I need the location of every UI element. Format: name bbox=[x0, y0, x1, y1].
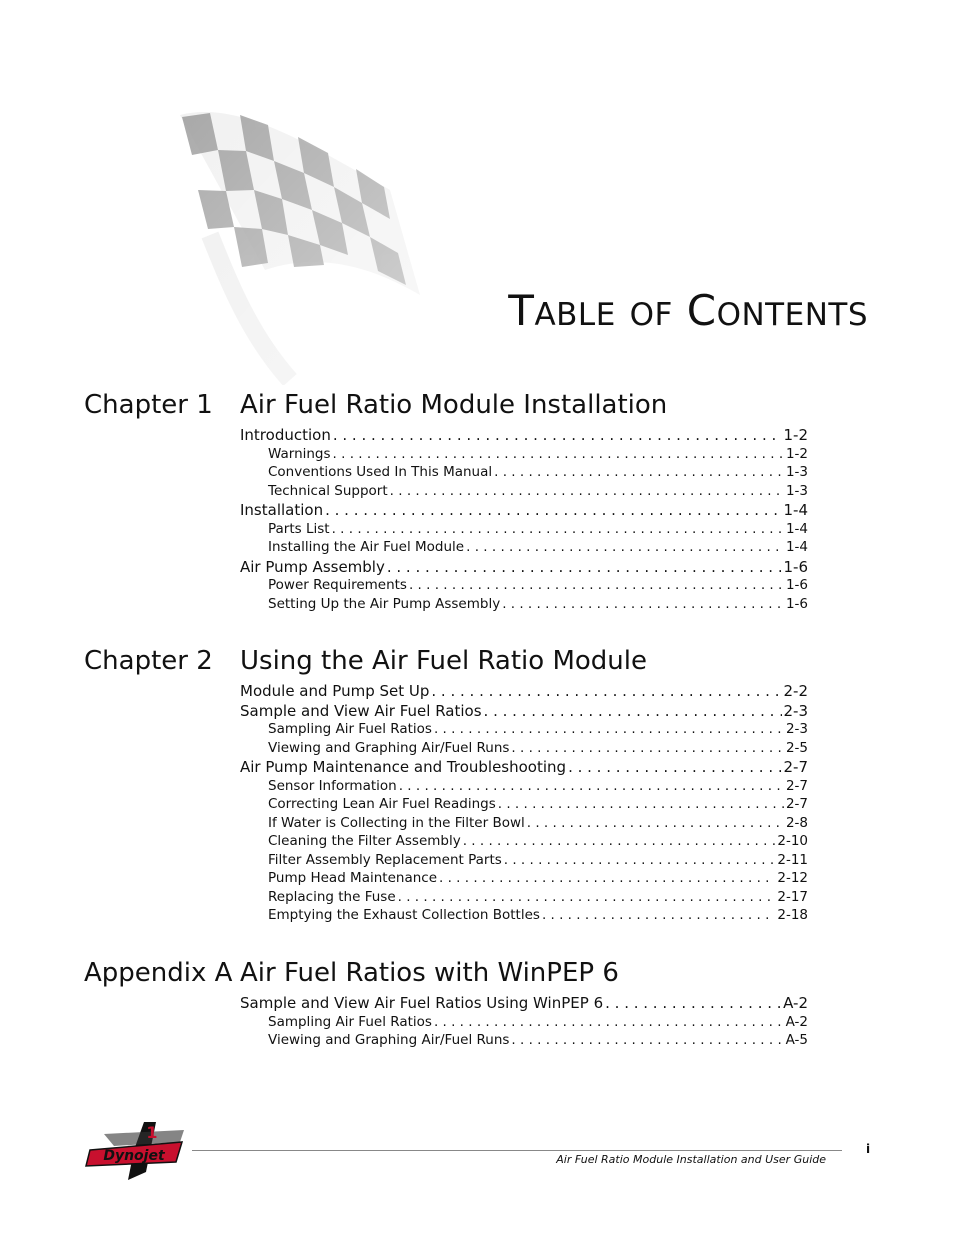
dot-leader bbox=[431, 682, 781, 700]
chapter-1-entries bbox=[240, 426, 808, 614]
entry-page-number: 1-6 bbox=[785, 595, 808, 612]
entry-text: Sampling Air Fuel Ratios bbox=[268, 721, 432, 737]
toc-subsection-entry[interactable] bbox=[240, 577, 808, 596]
entry-text: Technical Support bbox=[268, 482, 388, 499]
footer-page-number: i bbox=[866, 1142, 871, 1156]
entry-text: Installing the Air Fuel Module bbox=[268, 539, 465, 555]
entry-page-number: 2-3 bbox=[785, 721, 808, 737]
chapter-2-entries bbox=[240, 682, 808, 926]
entry-text: Introduction bbox=[240, 426, 331, 444]
entry-text: Sample and View Air Fuel Ratios Using WinPEP 6 bbox=[240, 994, 604, 1012]
toc-section-entry[interactable] bbox=[240, 702, 808, 722]
entry-page-number: 1-2 bbox=[785, 445, 808, 462]
toc-subsection-entry[interactable] bbox=[240, 852, 808, 871]
toc-section-entry[interactable] bbox=[240, 501, 808, 521]
dot-leader bbox=[439, 870, 775, 886]
dot-leader bbox=[494, 464, 784, 480]
entry-text: Emptying the Exhaust Collection Bottles bbox=[268, 907, 540, 923]
title-initial-c: C bbox=[686, 286, 717, 336]
toc-subsection-entry[interactable] bbox=[240, 907, 808, 926]
toc-subsection-entry[interactable] bbox=[240, 483, 808, 502]
chapter-title[interactable]: Air Fuel Ratios with WinPEP 6 bbox=[240, 958, 619, 988]
dot-leader bbox=[399, 778, 784, 794]
dot-leader bbox=[484, 702, 782, 720]
entry-page-number: 1-6 bbox=[785, 577, 808, 593]
toc-subsection-entry[interactable] bbox=[240, 796, 808, 815]
toc-section-entry[interactable] bbox=[240, 682, 808, 702]
entry-text: Pump Head Maintenance bbox=[268, 870, 438, 886]
dot-leader bbox=[463, 833, 776, 849]
title-initial-t: T bbox=[508, 286, 535, 336]
dot-leader bbox=[325, 501, 781, 519]
toc-subsection-entry[interactable] bbox=[240, 889, 808, 908]
logo-numeral: 1 bbox=[146, 1123, 158, 1142]
title-word-of: OF bbox=[629, 297, 673, 334]
toc-subsection-entry[interactable] bbox=[240, 833, 808, 852]
entry-text: Conventions Used In This Manual bbox=[268, 464, 493, 480]
entry-text: Viewing and Graphing Air/Fuel Runs bbox=[268, 1032, 510, 1048]
entry-text: Filter Assembly Replacement Parts bbox=[268, 851, 502, 868]
chapter-number: Chapter 2 bbox=[84, 646, 213, 676]
dot-leader bbox=[409, 577, 784, 593]
dot-leader bbox=[511, 1032, 783, 1048]
toc-section-entry[interactable] bbox=[240, 426, 808, 446]
dynojet-logo-icon bbox=[84, 1120, 188, 1182]
dot-leader bbox=[434, 721, 784, 737]
chapter-1-section bbox=[84, 390, 844, 614]
entry-text: Sample and View Air Fuel Ratios bbox=[240, 701, 482, 720]
page-title bbox=[508, 286, 868, 335]
dot-leader bbox=[333, 426, 782, 444]
entry-page-number: 2-7 bbox=[785, 796, 808, 812]
entry-text: Air Pump Assembly bbox=[240, 557, 385, 576]
entry-page-number: 1-4 bbox=[783, 501, 808, 519]
entry-page-number: 2-17 bbox=[777, 888, 808, 905]
chapter-number: Chapter 1 bbox=[84, 390, 213, 420]
dot-leader bbox=[504, 852, 776, 868]
chapter-title[interactable]: Using the Air Fuel Ratio Module bbox=[240, 646, 647, 676]
entry-page-number: 2-12 bbox=[777, 870, 808, 886]
entry-page-number: 2-2 bbox=[783, 682, 808, 700]
dot-leader bbox=[434, 1014, 784, 1030]
entry-text: Cleaning the Filter Assembly bbox=[268, 833, 461, 849]
dot-leader bbox=[332, 521, 784, 537]
entry-page-number: A-2 bbox=[785, 1013, 808, 1030]
appendix-a-entries bbox=[240, 994, 808, 1051]
toc-section-entry[interactable] bbox=[240, 758, 808, 778]
checkered-flag-icon bbox=[170, 95, 440, 385]
entry-text: Air Pump Maintenance and Troubleshooting bbox=[240, 758, 567, 776]
entry-text: Viewing and Graphing Air/Fuel Runs bbox=[268, 739, 510, 756]
dot-leader bbox=[498, 796, 784, 812]
dot-leader bbox=[605, 994, 781, 1012]
toc-subsection-entry[interactable] bbox=[240, 870, 808, 889]
entry-text: Module and Pump Set Up bbox=[240, 682, 430, 700]
dot-leader bbox=[387, 558, 782, 576]
dot-leader bbox=[398, 889, 776, 905]
dot-leader bbox=[502, 596, 784, 612]
entry-page-number: 2-18 bbox=[777, 907, 808, 923]
entry-page-number: 1-4 bbox=[785, 520, 808, 537]
dot-leader bbox=[466, 539, 784, 555]
footer-guide-title: Air Fuel Ratio Module Installation and User Guide bbox=[556, 1153, 826, 1166]
dot-leader bbox=[333, 446, 784, 462]
dot-leader bbox=[542, 907, 775, 923]
entry-text: Power Requirements bbox=[268, 577, 407, 593]
toc-subsection-entry[interactable] bbox=[240, 721, 808, 740]
dot-leader bbox=[527, 815, 784, 831]
dot-leader bbox=[568, 758, 781, 776]
entry-page-number: 1-2 bbox=[783, 426, 808, 444]
toc-subsection-entry[interactable] bbox=[240, 1014, 808, 1033]
toc-subsection-entry[interactable] bbox=[240, 740, 808, 759]
chapter-2-section bbox=[84, 646, 844, 926]
entry-page-number: 2-3 bbox=[783, 701, 808, 720]
dot-leader bbox=[390, 483, 784, 499]
toc-subsection-entry[interactable] bbox=[240, 539, 808, 558]
entry-text: Warnings bbox=[268, 445, 331, 462]
toc-subsection-entry[interactable] bbox=[240, 521, 808, 540]
toc-subsection-entry[interactable] bbox=[240, 446, 808, 465]
toc-subsection-entry[interactable] bbox=[240, 464, 808, 483]
title-word-ontents: ONTENTS bbox=[716, 297, 868, 334]
title-word-able: ABLE bbox=[534, 297, 616, 334]
chapter-number: Appendix A bbox=[84, 958, 233, 988]
entry-text: Sampling Air Fuel Ratios bbox=[268, 1013, 432, 1030]
toc-subsection-entry[interactable] bbox=[240, 596, 808, 615]
toc-section-entry[interactable] bbox=[240, 558, 808, 578]
toc-section-entry[interactable] bbox=[240, 994, 808, 1014]
entry-page-number: 1-6 bbox=[783, 557, 808, 576]
entry-page-number: 1-4 bbox=[785, 539, 808, 555]
toc-subsection-entry[interactable] bbox=[240, 778, 808, 797]
entry-page-number: 2-11 bbox=[777, 851, 808, 868]
entry-page-number: 2-8 bbox=[785, 814, 808, 831]
toc-subsection-entry[interactable] bbox=[240, 815, 808, 834]
footer-rule bbox=[192, 1150, 842, 1151]
entry-text: Correcting Lean Air Fuel Readings bbox=[268, 796, 496, 812]
entry-text: Setting Up the Air Pump Assembly bbox=[268, 595, 501, 612]
appendix-a-section bbox=[84, 958, 844, 1051]
entry-page-number: A-2 bbox=[783, 994, 808, 1012]
entry-text: Installation bbox=[240, 501, 324, 519]
entry-text: Sensor Information bbox=[268, 777, 397, 794]
entry-text: Replacing the Fuse bbox=[268, 888, 396, 905]
logo-wordmark: Dynojet bbox=[103, 1148, 165, 1164]
entry-text: Parts List bbox=[268, 520, 330, 537]
entry-page-number: 2-7 bbox=[783, 758, 808, 776]
entry-text: If Water is Collecting in the Filter Bowl bbox=[268, 814, 525, 831]
entry-page-number: 2-7 bbox=[785, 777, 808, 794]
entry-page-number: 1-3 bbox=[785, 464, 808, 480]
entry-page-number: A-5 bbox=[785, 1032, 808, 1048]
toc-subsection-entry[interactable] bbox=[240, 1032, 808, 1051]
entry-page-number: 2-10 bbox=[777, 833, 808, 849]
dot-leader bbox=[511, 740, 784, 756]
entry-page-number: 1-3 bbox=[785, 482, 808, 499]
chapter-title[interactable]: Air Fuel Ratio Module Installation bbox=[240, 390, 668, 420]
entry-page-number: 2-5 bbox=[785, 739, 808, 756]
